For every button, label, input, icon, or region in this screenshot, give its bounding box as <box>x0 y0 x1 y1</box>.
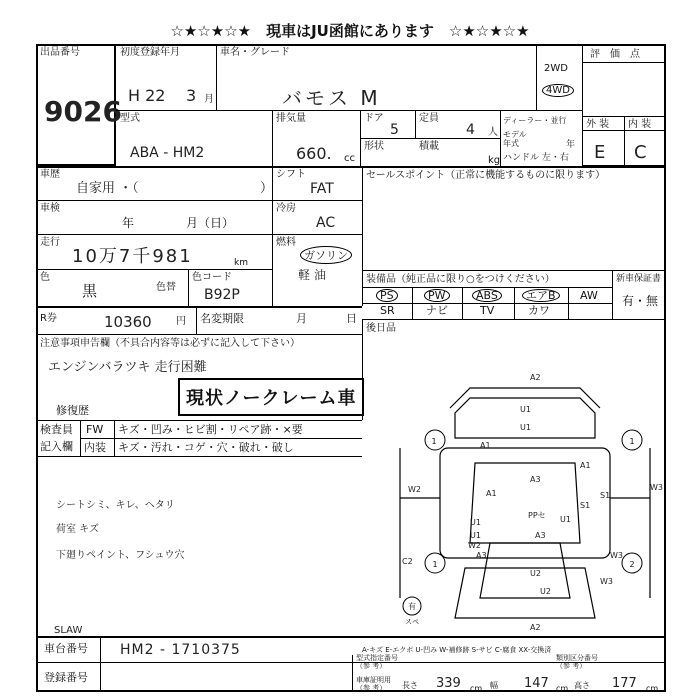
reg-era: H 22 <box>128 86 166 105</box>
vehicle-damage-diagram <box>380 368 670 638</box>
displacement-value: 660. <box>296 144 332 163</box>
notes-value: エンジンバラツキ 走行困難 <box>48 360 207 375</box>
shift-label: シフト <box>276 169 306 180</box>
mileage-value: 10万7千981 <box>72 246 193 267</box>
damage-mark: A2 <box>530 373 541 382</box>
damage-mark: PPセ <box>528 511 546 520</box>
color-value: 黒 <box>82 282 98 300</box>
length-label: 長さ <box>402 681 418 690</box>
r-ticket-label: R券 <box>40 313 57 324</box>
slaw-note: SLAW <box>54 625 83 636</box>
notes-label: 注意事項申告欄（不具合内容等は必ずに記入して下さい） <box>40 338 300 349</box>
damage-mark: A1 <box>580 461 591 470</box>
damage-mark: C2 <box>402 557 413 566</box>
category-label: 類別区分番号 （参 考） <box>556 654 598 670</box>
inspection-year: 年 <box>122 216 135 230</box>
damage-mark: U2 <box>540 587 551 596</box>
sales-point-label: セールスポイント（正常に機能するものに限ります） <box>366 170 606 181</box>
reg-month-unit: 月 <box>204 94 214 105</box>
equip-airbag: エアB <box>522 289 560 302</box>
no-claim-stamp: 現状ノークレーム車 <box>178 378 364 416</box>
shape-label: 形状 <box>364 141 384 152</box>
hand-note-1: シートシミ、キレ、ヘタリ <box>56 500 175 511</box>
damage-mark: W2 <box>408 485 421 494</box>
svg-text:1: 1 <box>431 437 437 446</box>
chassis-label: 車台番号 <box>44 642 88 655</box>
interior-grade: C <box>634 142 647 163</box>
damage-mark: U1 <box>560 515 571 524</box>
svg-text:1: 1 <box>629 437 635 446</box>
height-value: 177 <box>612 676 637 691</box>
fuel-label: 燃料 <box>276 237 296 248</box>
ac-value: AC <box>316 215 336 231</box>
interior-short-label: 内装 <box>84 441 106 454</box>
lot-number: 9026 <box>44 95 122 128</box>
seats-label: 定員 <box>419 113 439 124</box>
hand-note-2: 荷室 キズ <box>56 524 99 535</box>
inspection-month: 月（日） <box>186 216 235 230</box>
width-label: 幅 <box>490 681 498 690</box>
capacity-label: 積載 <box>419 141 439 152</box>
equip-leather: カワ <box>528 304 550 317</box>
lot-label: 出品番号 <box>40 47 80 58</box>
damage-mark: W2 <box>468 541 481 550</box>
inspection-label: 車検 <box>40 203 60 214</box>
type-label: 型式 <box>120 113 140 124</box>
svg-text:2: 2 <box>629 560 635 569</box>
equip-ps: PS <box>376 289 398 302</box>
color-label: 色 <box>40 272 50 283</box>
dealer-label: ディーラー・並行 <box>503 116 567 125</box>
capacity-unit: kg <box>488 155 501 166</box>
reg-month: 3 <box>186 86 197 105</box>
name-change-month: 月 <box>296 312 307 325</box>
registration-label: 登録番号 <box>44 671 88 684</box>
displacement-label: 排気量 <box>276 113 306 124</box>
handle-label: ハンドル 左・右 <box>503 153 569 163</box>
damage-mark: U1 <box>520 423 531 432</box>
reg-date-label: 初度登録年月 <box>120 47 180 58</box>
history-value: 自家用 ・（ <box>76 181 139 196</box>
fuel-value: ガソリン <box>300 246 352 264</box>
shift-value: FAT <box>310 181 334 197</box>
damage-mark: S1 <box>580 501 591 510</box>
name-change-day: 日 <box>346 312 357 325</box>
ac-label: 冷房 <box>276 203 296 214</box>
drive-2wd: 2WD <box>544 63 568 74</box>
equip-aw: AW <box>580 289 598 302</box>
equip-abs: ABS <box>472 289 502 302</box>
equip-pw: PW <box>424 289 450 302</box>
warranty-label: 新車保証書 <box>616 274 662 284</box>
spare-sub: スペ <box>405 618 419 626</box>
damage-mark: A1 <box>480 441 491 450</box>
damage-mark: W3 <box>650 483 663 492</box>
color-change-label: 色替 <box>156 282 176 293</box>
exterior-grade: E <box>594 142 606 163</box>
color-code-value: B92P <box>204 287 240 303</box>
inspector-label: 検査員 <box>40 423 73 436</box>
r-ticket-unit: 円 <box>176 316 186 327</box>
damage-mark: A3 <box>530 475 541 484</box>
damage-mark: W3 <box>600 577 613 586</box>
height-label: 高さ <box>574 681 590 690</box>
drive-4wd: 4WD <box>542 84 574 97</box>
damage-mark: U1 <box>470 518 481 527</box>
seats-value: 4 <box>466 122 475 138</box>
hand-note-3: 下廻りペイント、フシュウ穴 <box>56 550 185 561</box>
displacement-unit: cc <box>344 153 355 164</box>
history-label: 車歴 <box>40 169 60 180</box>
fuel-alt: 軽油 <box>298 268 331 282</box>
damage-mark: U1 <box>520 405 531 414</box>
damage-mark: S1 <box>600 491 611 500</box>
equip-navi: ナビ <box>426 304 448 317</box>
exterior-label: 外 装 <box>586 119 610 130</box>
legend: A-キズ E-エクボ U-凹み W-補修跡 S-サビ C-腐食 XX-交換済 <box>362 646 552 654</box>
rating-label: 評 価 点 <box>590 49 640 60</box>
color-code-label: 色コード <box>192 272 232 283</box>
damage-mark: U2 <box>530 569 541 578</box>
mileage-unit: km <box>234 258 248 268</box>
model-year-label: モデル 年式 <box>503 130 527 148</box>
length-unit: cm <box>470 684 483 693</box>
svg-text:1: 1 <box>432 560 438 569</box>
r-ticket-value: 10360 <box>104 313 152 331</box>
doors-value: 5 <box>390 122 399 138</box>
type-value: ABA - HM2 <box>130 145 205 161</box>
damage-mark: A2 <box>530 623 541 632</box>
fw-label: FW <box>86 423 104 436</box>
entry-label: 記入欄 <box>40 440 73 453</box>
cert-label: 車庫証明用 （参 考） <box>356 676 391 692</box>
mileage-label: 走行 <box>40 237 60 248</box>
equip-tv: TV <box>480 304 495 317</box>
width-value: 147 <box>524 676 549 691</box>
equip-sr: SR <box>380 304 395 317</box>
type-designation-label: 型式指定番号 （参 考） <box>356 654 398 670</box>
width-unit: cm <box>556 684 569 693</box>
name-change-label: 名変期限 <box>200 312 244 325</box>
length-value: 339 <box>436 676 461 691</box>
model-name: バモス M <box>282 86 381 110</box>
spare-label: 有 <box>408 602 416 611</box>
equip-label: 装備品（純正品に限り○をつけください） <box>366 274 555 285</box>
model-label: 車名・グレード <box>220 47 290 58</box>
damage-mark: A1 <box>486 489 497 498</box>
banner: ☆★☆★☆★ 現車はJU函館にあります ☆★☆★☆★ <box>170 22 530 40</box>
damage-mark: A3 <box>535 531 546 540</box>
repair-label: 修復歴 <box>56 404 89 417</box>
height-unit: cm <box>646 684 659 693</box>
seats-unit: 人 <box>488 127 498 138</box>
interior-label: 内 装 <box>628 119 652 130</box>
doors-label: ドア <box>364 113 384 124</box>
damage-mark: W3 <box>610 551 623 560</box>
chassis-value: HM2 - 1710375 <box>120 642 241 658</box>
marks-row2: キズ・汚れ・コゲ・穴・破れ・破し <box>118 441 294 454</box>
year-unit: 年 <box>566 140 576 150</box>
after-mount-label: 後日品 <box>366 323 396 334</box>
damage-mark: U1 <box>470 531 481 540</box>
marks-row1: キズ・凹み・ヒビ割・リペア跡・×要 <box>118 423 303 436</box>
warranty-value: 有・無 <box>622 294 659 308</box>
damage-mark: A3 <box>476 551 487 560</box>
